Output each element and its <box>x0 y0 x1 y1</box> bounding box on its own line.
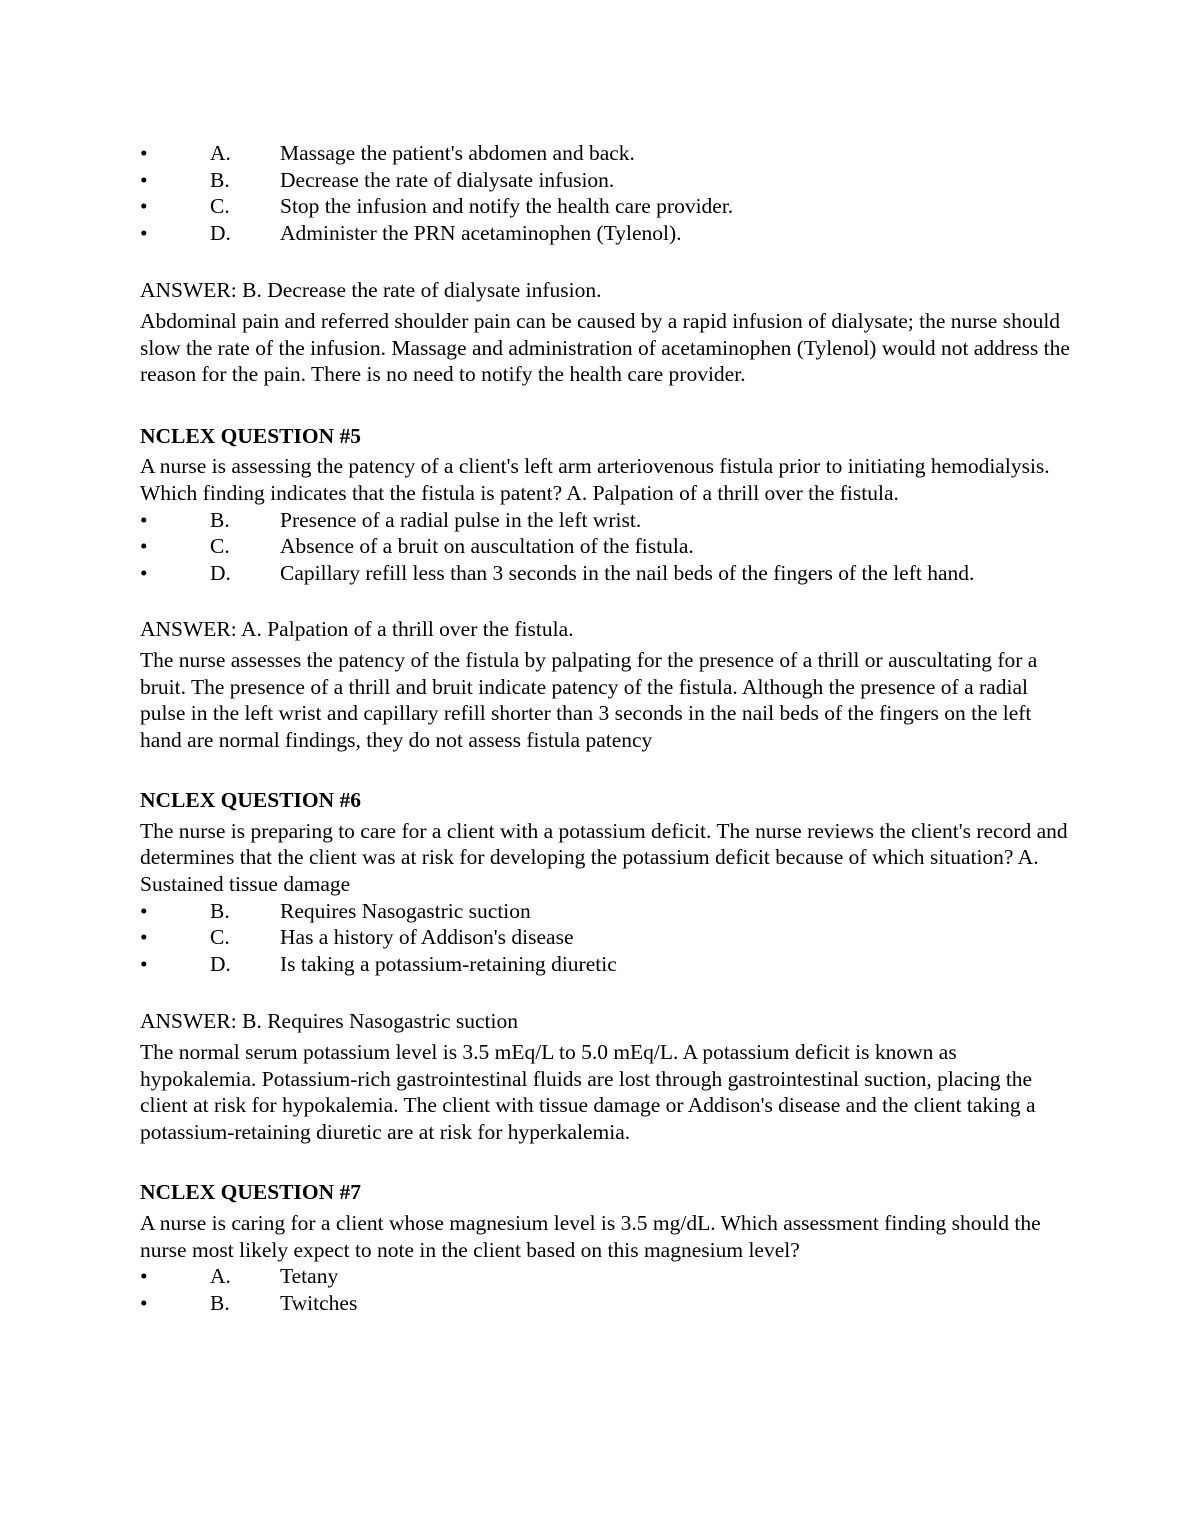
bullet: • <box>140 1290 148 1315</box>
bullet: • <box>140 898 148 923</box>
option-d <box>140 560 1070 587</box>
option-letter: B. <box>210 167 230 192</box>
option-text: Is taking a potassium-retaining diuretic <box>280 951 617 976</box>
option-b <box>140 898 1070 925</box>
q7-stem: A nurse is caring for a client whose magnesium level is 3.5 mg/dL. Which assessment finding should the nurse most likely expect to note in the client based on this magnesium level? <box>140 1211 1041 1262</box>
option-text: Tetany <box>280 1264 339 1289</box>
option-text: Decrease the rate of dialysate infusion. <box>280 167 615 192</box>
option-text: Absence of a bruit on auscultation of the fistula. <box>280 534 694 559</box>
option-b <box>140 167 1070 194</box>
q5-stem-question: Which finding indicates that the fistula is patent? A. Palpation of a thrill over the fistula. <box>140 480 899 505</box>
q5-options <box>140 507 1070 587</box>
option-a <box>140 140 1070 167</box>
bullet: • <box>140 534 148 559</box>
bullet: • <box>140 925 148 950</box>
q5-explanation: The nurse assesses the patency of the fistula by palpating for the presence of a thrill or auscultating for a bruit. The presence of a thrill and bruit indicate patency of the fistula. Although the presence of a radial pulse in the left wrist and capillary refill shorter than 3 seconds in the nail beds of the fingers on the left hand are normal findings, they do not assess fistula patency <box>140 647 1038 752</box>
bullet: • <box>140 507 148 532</box>
option-c <box>140 533 1070 560</box>
option-b <box>140 1290 1070 1317</box>
option-letter: B. <box>210 898 230 923</box>
bullet: • <box>140 220 148 245</box>
q4-explanation: Abdominal pain and referred shoulder pain can be caused by a rapid infusion of dialysate; the nurse should slow the rate of the infusion. Massage and administration of acetaminophen (Tylenol) would not address the reason for the pain. There is no need to notify the health care provider. <box>140 308 1070 387</box>
q5-stem: A nurse is assessing the patency of a client's left arm arteriovenous fistula prior to initiating hemodialysis. <box>140 454 1050 479</box>
option-b <box>140 507 1070 534</box>
option-a <box>140 1263 1070 1290</box>
option-letter: A. <box>210 141 231 165</box>
q6-stem: The nurse is preparing to care for a client with a potassium deficit. The nurse reviews the client's record and determines that the client was at risk for developing the potassium deficit because of which situation? A. Sustained tissue damage <box>140 818 1068 897</box>
q4-options <box>140 140 1070 246</box>
option-d <box>140 951 1070 978</box>
option-text: Capillary refill less than 3 seconds in the nail beds of the fingers of the left hand. <box>280 560 975 585</box>
option-letter: C. <box>210 925 230 950</box>
bullet: • <box>140 951 148 976</box>
option-letter: D. <box>210 951 231 976</box>
q7-options <box>140 1263 1070 1316</box>
q7-heading: NCLEX QUESTION #7 <box>140 1180 362 1205</box>
option-text: Presence of a radial pulse in the left wrist. <box>280 507 642 532</box>
bullet: • <box>140 167 148 192</box>
q6-answer: ANSWER: B. Requires Nasogastric suction <box>140 1009 518 1034</box>
q5-heading: NCLEX QUESTION #5 <box>140 423 362 448</box>
document-page <box>140 140 1070 1316</box>
q6-heading: NCLEX QUESTION #6 <box>140 788 362 813</box>
option-text: Twitches <box>280 1290 358 1315</box>
option-text: Massage the patient's abdomen and back. <box>280 141 635 165</box>
bullet: • <box>140 141 148 165</box>
option-c <box>140 924 1070 951</box>
option-text: Administer the PRN acetaminophen (Tylenol). <box>280 220 682 245</box>
bullet: • <box>140 194 148 219</box>
option-letter: B. <box>210 1290 230 1315</box>
q6-explanation: The normal serum potassium level is 3.5 mEq/L to 5.0 mEq/L. A potassium deficit is known as hypokalemia. Potassium-rich gastrointestinal fluids are lost through gastrointestinal suction, placing the client at risk for hypokalemia. The client with tissue damage or Addison's disease and the client taking a potassium-retaining diuretic are at risk for hyperkalemia. <box>140 1040 1036 1144</box>
q5-answer: ANSWER: A. Palpation of a thrill over the fistula. <box>140 617 574 642</box>
option-c <box>140 193 1070 220</box>
option-d <box>140 220 1070 247</box>
option-letter: A. <box>210 1264 231 1289</box>
bullet: • <box>140 1264 148 1289</box>
q4-answer: ANSWER: B. Decrease the rate of dialysate infusion. <box>140 278 602 303</box>
option-letter: C. <box>210 194 230 219</box>
q6-options <box>140 898 1070 978</box>
option-letter: B. <box>210 507 230 532</box>
option-letter: D. <box>210 560 231 585</box>
option-text: Requires Nasogastric suction <box>280 898 531 923</box>
option-letter: C. <box>210 534 230 559</box>
bullet: • <box>140 560 148 585</box>
option-text: Stop the infusion and notify the health care provider. <box>280 194 734 219</box>
option-letter: D. <box>210 220 231 245</box>
option-text: Has a history of Addison's disease <box>280 925 574 950</box>
